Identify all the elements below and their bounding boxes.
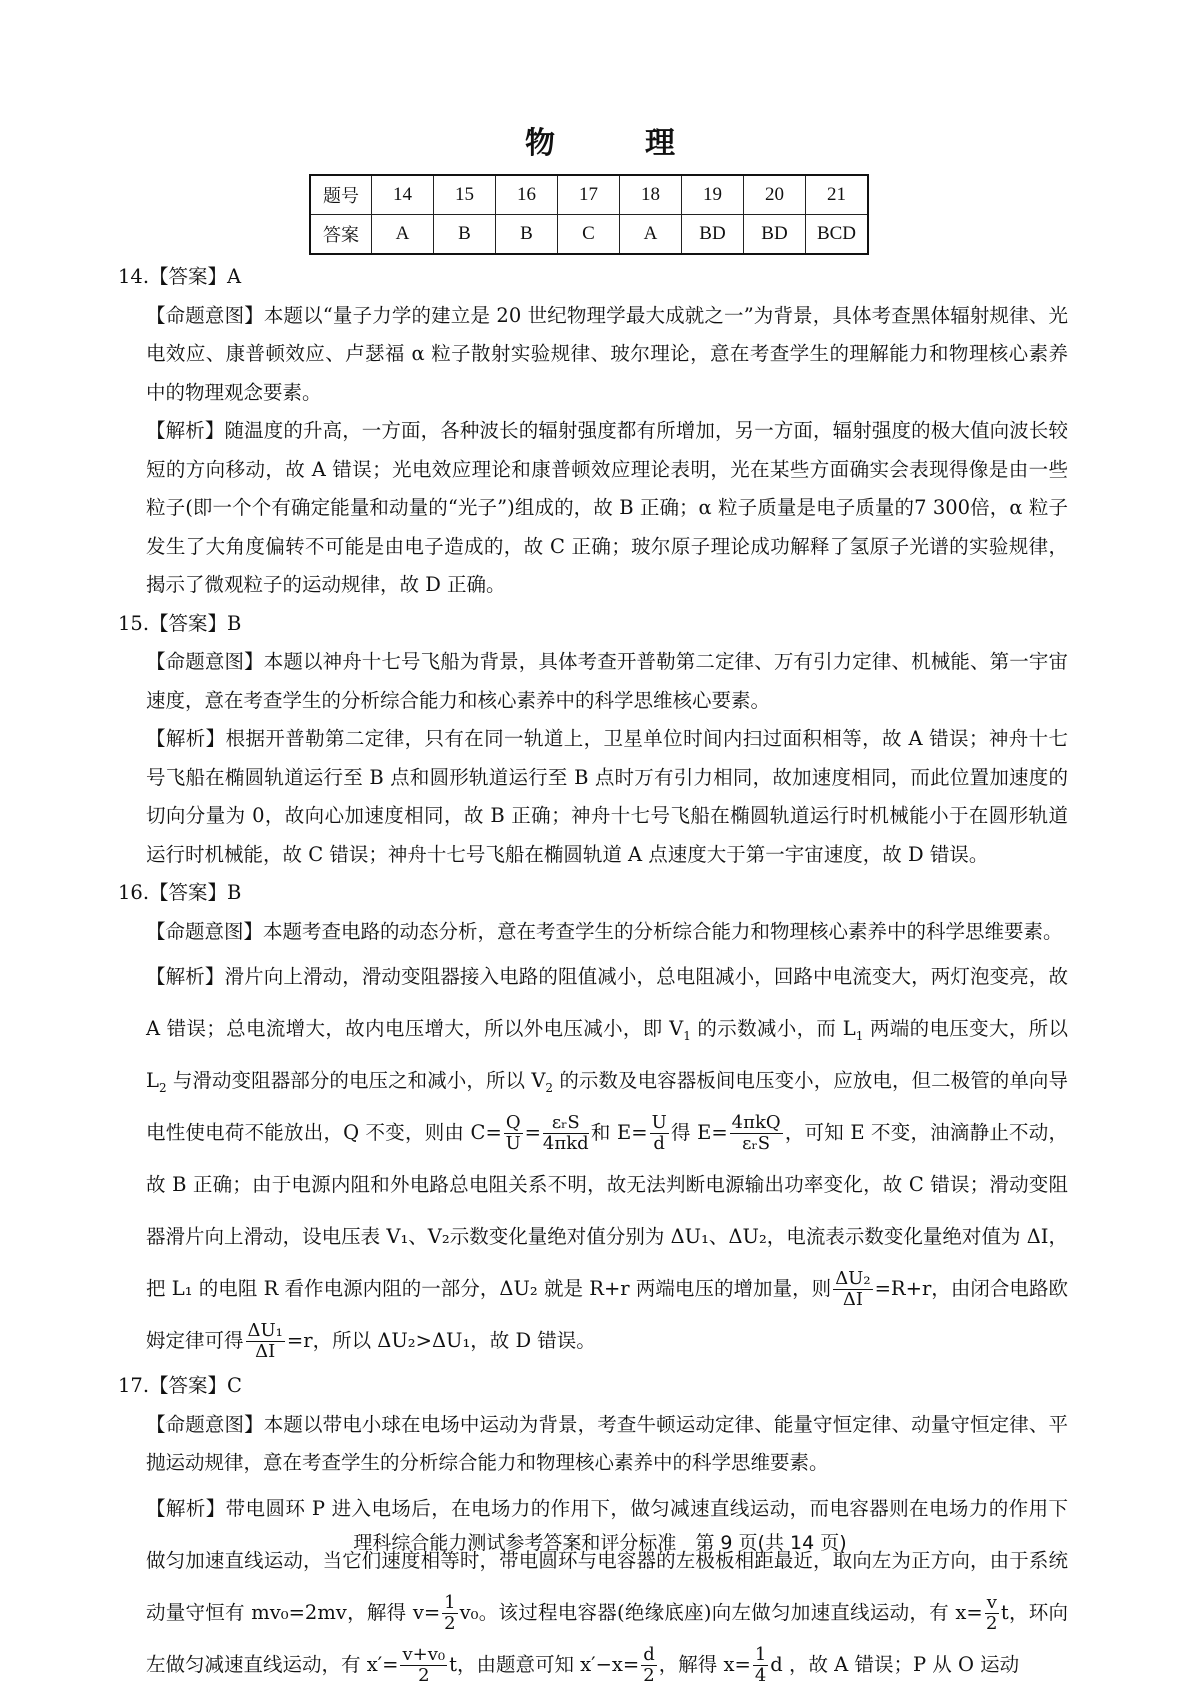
row-label: 题号 (310, 175, 372, 215)
text-run: d ，故 A 错误；P 从 O 运动 (770, 1652, 1020, 1676)
solution-content (118, 258, 1068, 1691)
denominator: 2 (643, 1664, 655, 1686)
numerator: Q (505, 1112, 521, 1133)
q17-intent: 【命题意图】本题以带电小球在电场中运动为背景，考查牛顿运动定律、能量守恒定律、动量守恒定律、平抛运动规律，意在考查学生的分析综合能力和物理核心素养中的科学思维要素。 (146, 1412, 1068, 1474)
table-cell: B (434, 215, 496, 255)
q15-analysis: 【解析】根据开普勒第二定律，只有在同一轨道上，卫星单位时间内扫过面积相等，故 A 错误；神舟十七号飞船在椭圆轨道运行至 B 点和圆形轨道运行至 B 点时万有引力相同，故加速度相同，而此位置加速度的切向分量为 0，故向心加速度相同，故 B 正确；神舟十七号飞船在椭圆轨道运行时机械能小于在圆形轨道运行时机械能，故 C 错误；神舟十七号飞船在椭圆轨道 A 点速度大于第一宇宙速度，故 D 错误。 (146, 727, 1068, 866)
numerator: εᵣS (543, 1113, 589, 1134)
table-cell: 16 (496, 175, 558, 215)
table-cell: A (620, 215, 682, 255)
row-label: 答案 (310, 215, 372, 255)
text-run: 的示数及电容器板间电压变小，应放电，但二极管的单向导电性使电荷不能放出，Q 不变，则由 C= (146, 1069, 1069, 1144)
table-cell: 21 (806, 175, 869, 215)
q15-intent: 【命题意图】本题以神舟十七号飞船为背景，具体考查开普勒第二定律、万有引力定律、机械能、第一宇宙速度，意在考查学生的分析综合能力和核心素养中的科学思维核心要素。 (146, 650, 1068, 712)
q15-answer: 15.【答案】B (118, 611, 242, 635)
text-run: 的示数减小，而 L (690, 1017, 856, 1040)
text-run: v₀。该过程电容器(绝缘底座)向左做匀加速直线运动，有 x= (459, 1600, 983, 1624)
fraction (985, 1593, 999, 1634)
fraction (246, 1321, 285, 1362)
text-run: t，环向左做匀减速直线运动，有 x′= (146, 1600, 1068, 1676)
text-run: 与滑动变阻器部分的电压之和减小，所以 V (166, 1069, 546, 1092)
q16-answer: 16.【答案】B (118, 881, 242, 904)
table-cell: BCD (806, 215, 869, 255)
table-cell: 14 (372, 175, 434, 215)
text-run: = (524, 1121, 541, 1144)
denominator: ΔI (842, 1289, 863, 1310)
denominator: ΔI (255, 1341, 276, 1362)
q17-answer: 17.【答案】C (118, 1374, 242, 1397)
denominator: d (653, 1133, 665, 1154)
table-cell: C (558, 215, 620, 255)
subscript: 2 (545, 1080, 554, 1095)
q17-analysis (118, 1483, 1068, 1691)
numerator: 1 (444, 1591, 456, 1613)
text-run: =r，所以 ΔU₂>ΔU₁，故 D 错误。 (286, 1329, 596, 1352)
text-run: 和 E= (590, 1121, 648, 1144)
table-cell: B (496, 215, 558, 255)
fraction (400, 1645, 447, 1686)
table-cell: 18 (620, 175, 682, 215)
denominator: U (505, 1133, 521, 1154)
subscript: 1 (855, 1028, 864, 1043)
fraction (543, 1113, 589, 1154)
denominator: 4 (754, 1664, 767, 1686)
table-cell: BD (682, 215, 744, 255)
text-run: 【解析】滑片向上滑动，滑动变阻器接入电路的阻值减小，总电阻减小，回路中电流变大，两灯泡变亮，故 A 错误；总电流增大，故内电压增大，所以外电压减小，即 V (146, 965, 1068, 1040)
subscript: 1 (683, 1028, 691, 1043)
denominator: εᵣS (742, 1133, 771, 1154)
numerator: d (643, 1643, 655, 1665)
answer-table (309, 174, 869, 255)
numerator: 1 (754, 1643, 767, 1665)
fraction (442, 1593, 457, 1634)
q16-analysis (118, 951, 1068, 1367)
numerator: v (986, 1591, 997, 1613)
text-run: t，由题意可知 x′−x= (449, 1652, 640, 1676)
table-cell: 15 (434, 175, 496, 215)
q14-intent: 【命题意图】本题以“量子力学的建立是 20 世纪物理学最大成就之一”为背景，具体考查黑体辐射规律、光电效应、康普顿效应、卢瑟福 α 粒子散射实验规律、玻尔理论，意在考查学生的理解能力和物理核心素养中的物理观念要素。 (146, 303, 1068, 404)
denominator: 2 (986, 1612, 998, 1634)
numerator: 4πkQ (731, 1112, 781, 1133)
text-run: ，可知 E 不变，油滴静止不动，故 B 正确；由于电源内阻和外电路总电阻关系不明，故无法判断电源输出功率变化，故 C 错误；滑动变阻器滑片向上滑动，设电压表 V₁、V₂示数变化量绝对值分别为 ΔU₁、ΔU₂，电流表示数变化量绝对值为 ΔI，把 L₁ 的电阻 R 看作电源内阻的一部分，ΔU₂ 就是 R+r 两端电压的增加量，则 (146, 1121, 1068, 1300)
fraction (833, 1269, 872, 1310)
table-row (310, 215, 868, 255)
fraction (641, 1645, 657, 1686)
table-cell: A (372, 215, 434, 255)
fraction (650, 1113, 669, 1154)
denominator: 2 (444, 1612, 456, 1634)
text-run: =R+r，由闭合电路欧姆定律可得 (146, 1277, 1069, 1352)
q14-analysis: 【解析】随温度的升高，一方面，各种波长的辐射强度都有所增加，另一方面，辐射强度的极大值向波长较短的方向移动，故 A 错误；光电效应理论和康普顿效应理论表明，光在某些方面确实会表现得像是由一些粒子(即一个个有确定能量和动量的“光子”)组成的，故 B 正确；α 粒子质量是电子质量的7 300倍，α 粒子发生了大角度偏转不可能是由电子造成的，故 C 正确；玻尔原子理论成功解释了氢原子光谱的实验规律，揭示了微观粒子的运动规律，故 D 正确。 (146, 419, 1068, 596)
denominator: 4πkd (542, 1133, 589, 1154)
table-row (310, 175, 868, 215)
denominator: 2 (418, 1664, 430, 1686)
text-run: ，解得 x= (658, 1652, 751, 1676)
q14-answer: 14.【答案】A (118, 265, 242, 288)
text-run: 两端的电压变大，所以 L (146, 1017, 1068, 1092)
fraction (504, 1113, 523, 1154)
numerator: U (651, 1112, 667, 1133)
text-run: 得 E= (670, 1121, 728, 1144)
page-footer: 理科综合能力测试参考答案和评分标准 第 9 页(共 14 页) (353, 1532, 847, 1554)
table-cell: 17 (558, 175, 620, 215)
fraction (753, 1645, 768, 1686)
subscript: 2 (158, 1080, 167, 1095)
q16-intent: 【命题意图】本题考查电路的动态分析，意在考查学生的分析综合能力和物理核心素养中的科学思维要素。 (146, 919, 1063, 943)
table-cell: 20 (744, 175, 806, 215)
page-title: 物 理 (525, 126, 705, 161)
table-cell: BD (744, 215, 806, 255)
text-run: 【解析】带电圆环 P 进入电场后，在电场力的作用下，做匀减速直线运动，而电容器则在电场力的作用下做匀加速直线运动，当它们速度相等时，带电圆环与电容器的左极板相距最近，取向左为正方向，由于系统动量守恒有 mv₀=2mv，解得 v= (146, 1496, 1068, 1624)
numerator: ΔU₂ (835, 1268, 871, 1289)
table-cell: 19 (682, 175, 744, 215)
fraction (730, 1113, 783, 1154)
numerator: v+v₀ (402, 1643, 446, 1665)
numerator: ΔU₁ (247, 1320, 283, 1341)
